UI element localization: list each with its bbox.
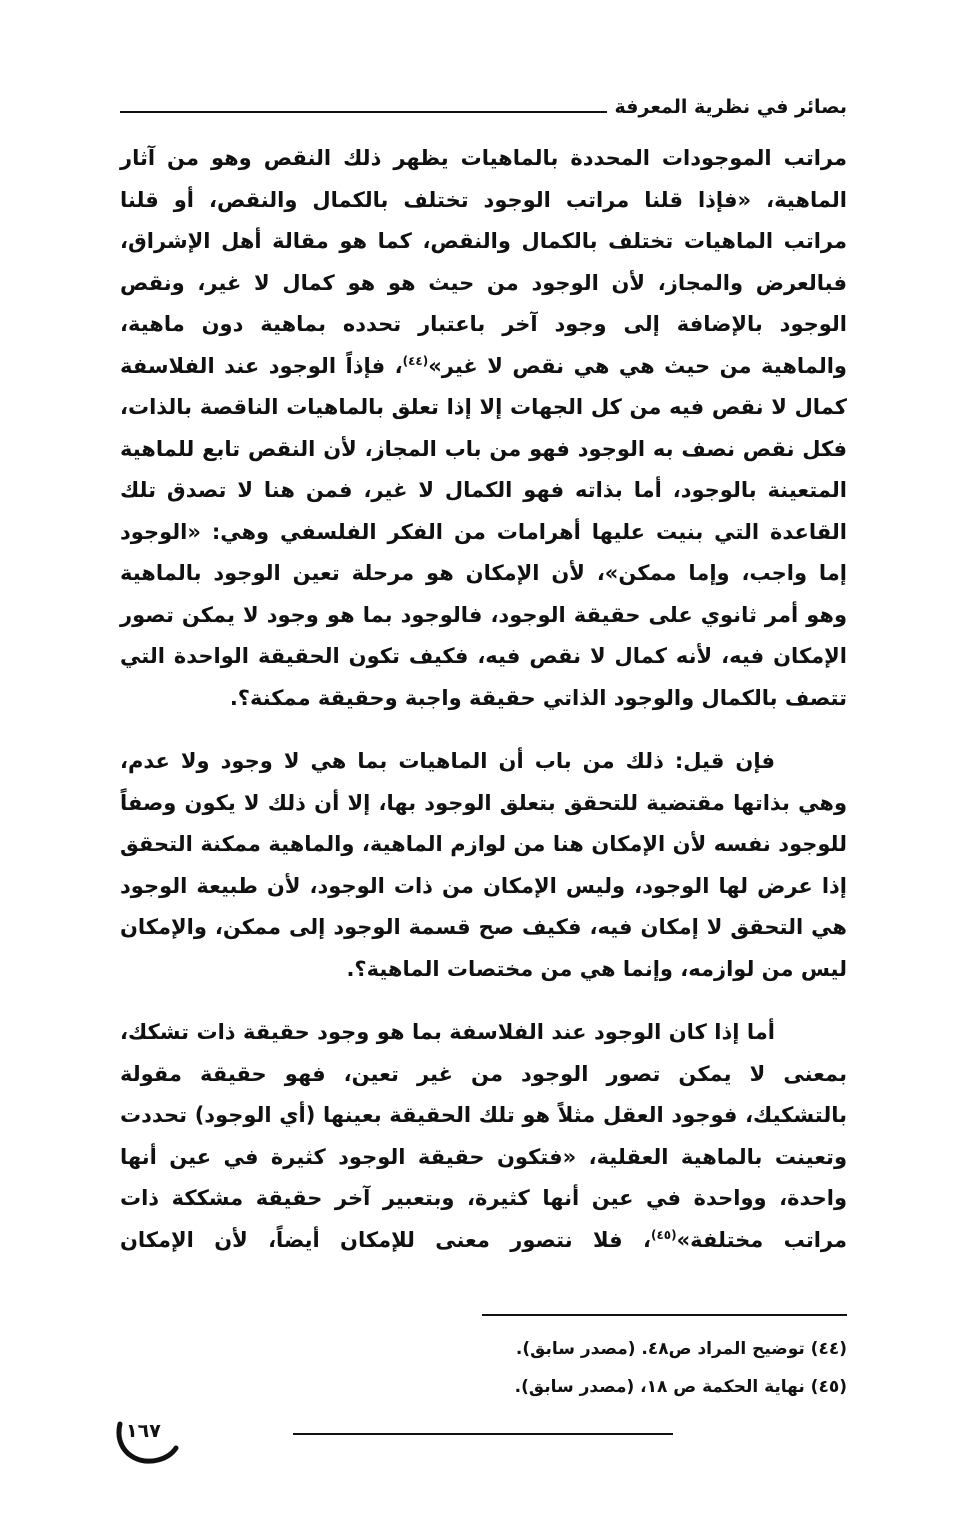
footnote-ref-45: (٤٥) <box>650 1227 677 1242</box>
paragraph-3-text: أما إذا كان الوجود عند الفلاسفة بما هو وجود حقيقة ذات تشكك، بمعنى لا يمكن تصور الوجود من غير تعين، فهو حقيقة مقولة بالتشكيك، فوجود العقل مثلاً هو تلك الحقيقة بعينها (أي الوجود) تحددت وتعينت بالماهية العقلية، «فتكون حقيقة الوجود كثيرة في عين أنها واحدة، وواحدة في عين أنها كثيرة، وبتعبير آخر حقيقة مشككة ذات مراتب مختلفة» <box>120 1020 847 1252</box>
page-number-label: ١٦٧ <box>126 1420 161 1442</box>
running-title: بصائر في نظرية المعرفة <box>614 96 847 118</box>
paragraph-1 <box>120 138 847 719</box>
paragraph-3 <box>120 1012 847 1261</box>
footnote-rule <box>482 1314 847 1316</box>
header-rule <box>120 111 607 113</box>
paragraph-2-text: فإن قيل: ذلك من باب أن الماهيات بما هي لا وجود ولا عدم، وهي بذاتها مقتضية للتحقق بتعلق الوجود بها، إلا أن ذلك لا يكون وصفاً للوجود نفسه لأن الإمكان هنا من لوازم الماهية، والماهية ممكنة التحقق إذا عرض لها الوجود، وليس الإمكان من ذات الوجود، لأن طبيعة الوجود هي التحقق لا إمكان فيه، فكيف صح قسمة الوجود إلى ممكن، والإمكان ليس من لوازمه، وإنما هي من مختصات الماهية؟. <box>120 749 847 981</box>
paragraph-1-text: مراتب الموجودات المحددة بالماهيات يظهر ذلك النقص وهو من آثار الماهية، «فإذا قلنا مراتب الوجود تختلف بالكمال والنقص، أو قلنا مراتب الماهيات تختلف بالكمال والنقص، كما هو مقالة أهل الإشراق، فبالعرض والمجاز، لأن الوجود من حيث هو هو كمال لا غير، ونقص الوجود بالإضافة إلى وجود آخر باعتبار تحدده بماهية دون ماهية، والماهية من حيث هي هي نقص لا غير» <box>120 146 847 378</box>
paragraph-3-continuation: ، فلا نتصور معنى للإمكان أيضاً، لأن الإمكان <box>120 1227 651 1252</box>
footnote-ref-44: (٤٤) <box>402 353 429 368</box>
running-header <box>120 92 847 122</box>
footnote-44: (٤٤) توضيح المراد ص٤٨. (مصدر سابق). <box>515 1339 847 1359</box>
footnote-45: (٤٥) نهاية الحكمة ص ١٨، (مصدر سابق). <box>514 1377 847 1397</box>
paragraph-1-continuation: ، فإذاً الوجود عند الفلاسفة كمال لا نقص فيه من كل الجهات إلا إذا تعلق بالماهيات الناقصة بالذات، فكل نقص نصف به الوجود فهو من باب المجاز، لأن النقص تابع للماهية المتعينة بالوجود، أما بذاته فهو الكمال لا غير، فمن هنا لا تصدق تلك القاعدة التي بنيت عليها أهرامات من الفكر الفلسفي وهي: «الوجود إما واجب، وإما ممكن»، لأن الإمكان هو مرحلة تعين الوجود بالماهية وهو أمر ثانوي على حقيقة الوجود، فالوجود بما هو وجود لا يمكن تصور الإمكان فيه، لأنه كمال لا نقص فيه، فكيف تكون الحقيقة الواحدة التي تتصف بالكمال والوجود الذاتي حقيقة واجبة وحقيقة ممكنة؟. <box>120 353 847 710</box>
footnotes <box>120 1330 847 1406</box>
paragraph-2 <box>120 741 847 990</box>
bottom-rule <box>293 1433 673 1435</box>
page-number <box>112 1414 182 1470</box>
body-text <box>120 138 847 1261</box>
